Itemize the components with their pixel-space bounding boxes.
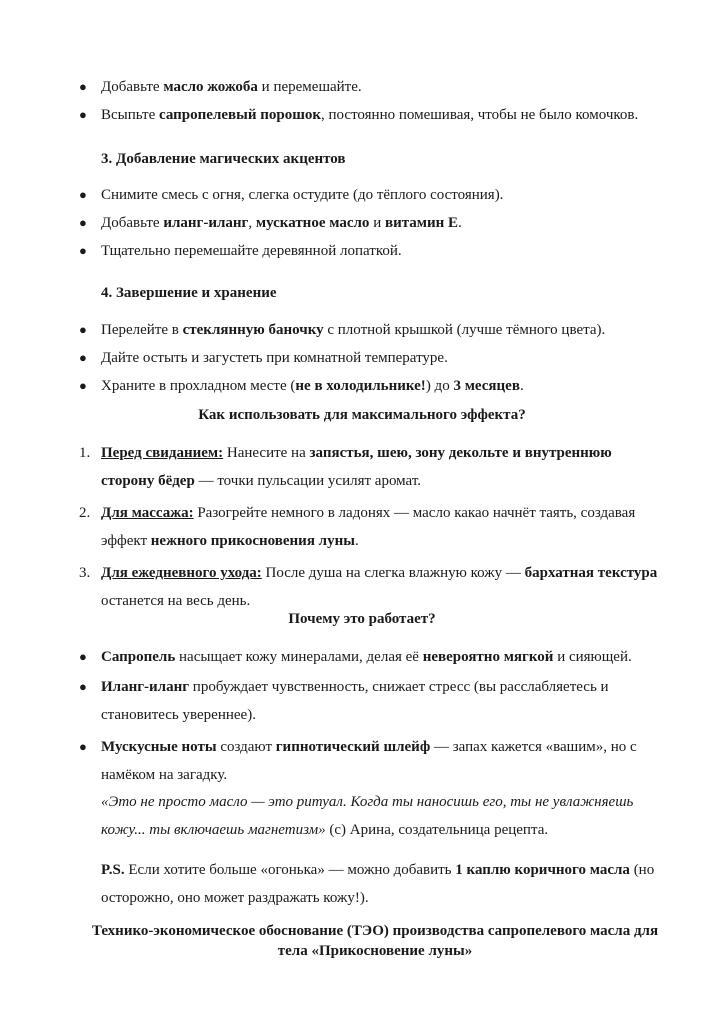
bullet-icon: ● — [79, 739, 87, 754]
bullet-icon: ● — [79, 107, 87, 122]
usage-heading: Как использовать для максимального эффекта? — [198, 407, 526, 423]
bullet-icon: ● — [79, 378, 87, 393]
list-item: ● Мускусные ноты создают гипнотический шлейф — запах кажется «вашим», но с намёком на загадку. — [0, 733, 724, 789]
bullet-icon: ● — [79, 649, 87, 664]
ingredients-list-a — [0, 73, 724, 129]
quote-attribution: (с) Арина, создательница рецепта. — [325, 822, 549, 838]
list-item: ● Дайте остыть и загустеть при комнатной температуре. — [0, 344, 724, 372]
bullet-icon: ● — [79, 187, 87, 202]
quote-paragraph — [101, 788, 660, 844]
list-item: ● Добавьте масло жожоба и перемешайте. — [0, 73, 724, 101]
bullet-icon: ● — [79, 322, 87, 337]
bullet-icon: ● — [79, 215, 87, 230]
bullet-icon: ● — [79, 79, 87, 94]
list-item: 1. Перед свиданием: Нанесите на запястья, шею, зону декольте и внутреннюю сторону бёдер — точки пульсации усилят аромат. — [79, 445, 612, 489]
ingredients-list-b — [0, 181, 724, 265]
list-item: ● Всыпьте сапропелевый порошок, постоянно помешивая, чтобы не было комочков. — [0, 101, 724, 129]
list-item: ● Храните в прохладном месте (не в холодильнике!) до 3 месяцев. — [0, 372, 724, 400]
section-heading-4: 4. Завершение и хранение — [101, 285, 277, 301]
storage-list — [0, 316, 724, 400]
section-heading-3: 3. Добавление магических акцентов — [101, 151, 346, 167]
list-item: ● Перелейте в стеклянную баночку с плотной крышкой (лучше тёмного цвета). — [0, 316, 724, 344]
list-item: ● Иланг-иланг пробуждает чувственность, снижает стресс (вы расслабляетесь и становитесь увереннее). — [0, 673, 724, 729]
list-item: ● Сапропель насыщает кожу минералами, делая её невероятно мягкой и сияющей. — [0, 643, 724, 671]
list-item: ● Добавьте иланг-иланг, мускатное масло и витамин Е. — [0, 209, 724, 237]
quote-text: «Это не просто масло — это ритуал. Когда ты наносишь его, ты не увлажняешь кожу... ты включаешь магнетизм» — [101, 794, 634, 838]
usage-list — [0, 439, 724, 615]
bullet-icon: ● — [79, 243, 87, 258]
list-item: 3. Для ежедневного ухода: После душа на слегка влажную кожу — бархатная текстура останется на весь день. — [79, 565, 658, 609]
list-item: 2. Для массажа: Разогрейте немного в ладонях — масло какао начнёт таять, создавая эффект нежного прикосновения луны. — [79, 505, 636, 549]
why-heading: Почему это работает? — [288, 611, 436, 627]
list-item: ● Тщательно перемешайте деревянной лопаткой. — [0, 237, 724, 265]
list-item: ● Снимите смесь с огня, слегка остудите (до тёплого состояния). — [0, 181, 724, 209]
why-list — [0, 643, 724, 789]
bullet-icon: ● — [79, 679, 87, 694]
feasibility-study-title: Технико-экономическое обоснование (ТЭО) производства сапропелевого масла для тела «Прикосновение луны» — [91, 923, 659, 959]
bullet-icon: ● — [79, 350, 87, 365]
ps-paragraph: P.S. Если хотите больше «огонька» — можно добавить 1 каплю коричного масла (но осторожно, оно может раздражать кожу!). — [101, 862, 655, 906]
